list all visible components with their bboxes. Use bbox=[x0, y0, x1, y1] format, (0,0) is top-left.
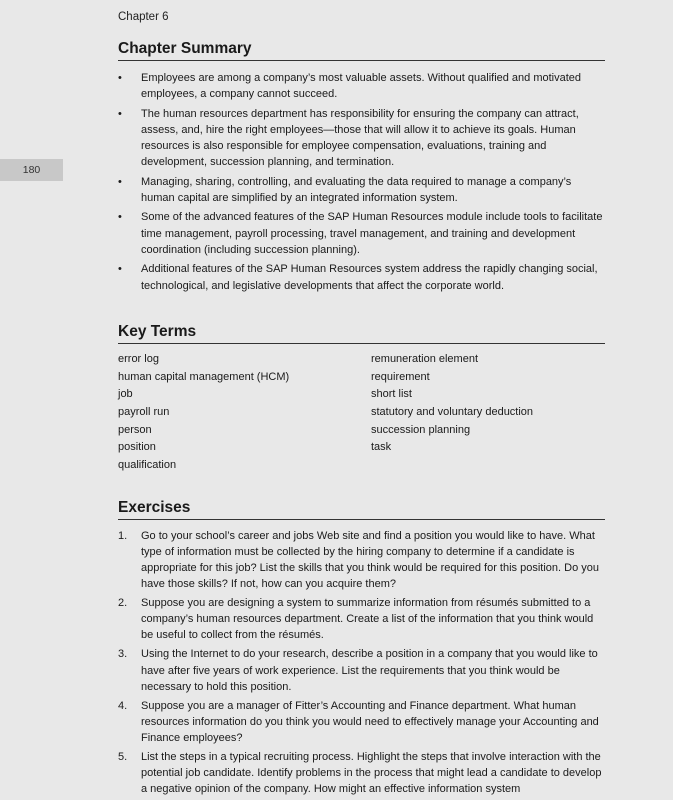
key-term: position bbox=[118, 441, 156, 454]
key-term: human capital management (HCM) bbox=[118, 370, 290, 383]
chapter-label: Chapter 6 bbox=[118, 11, 169, 23]
exercise-number: 5. bbox=[118, 751, 128, 763]
summary-item bbox=[118, 174, 605, 207]
summary-item bbox=[118, 106, 605, 171]
summary-item bbox=[118, 261, 605, 294]
summary-list bbox=[118, 70, 605, 294]
exercise-text: List the steps in a typical recruiting process. Highlight the steps that involve interaction with the potential job candidate. Identify problems in the process that might lead a candidate to develop a negative opinion of the company. How might an effective information system bbox=[141, 751, 602, 796]
exercises-section bbox=[118, 499, 605, 798]
exercise-item bbox=[118, 749, 605, 797]
page-content bbox=[118, 40, 605, 800]
exercise-text: Suppose you are designing a system to summarize information from résumés submitted to a company’s human resources department. Create a list of the information that you think would be useful to collect from the résumés. bbox=[141, 597, 594, 642]
bullet-icon: • bbox=[118, 263, 122, 276]
page-number: 180 bbox=[22, 164, 41, 176]
exercise-item bbox=[118, 698, 605, 746]
summary-item-text: Employees are among a company’s most valuable assets. Without qualified and motivated employees, a company cannot succeed. bbox=[141, 72, 582, 101]
exercise-number: 2. bbox=[118, 597, 128, 610]
page-number-tab bbox=[0, 159, 63, 181]
exercise-item bbox=[118, 595, 605, 643]
exercise-number: 1. bbox=[118, 529, 128, 542]
exercise-item bbox=[118, 646, 605, 694]
exercise-text: Using the Internet to do your research, describe a position in a company that you would like to have after five years of work experience. List the requirements that you think would be necessary to hold this position. bbox=[141, 648, 598, 693]
bullet-icon: • bbox=[118, 175, 122, 188]
key-terms-heading: Key Terms bbox=[118, 323, 605, 344]
chapter-summary-heading: Chapter Summary bbox=[118, 40, 605, 61]
key-terms-grid bbox=[118, 351, 605, 475]
exercises-heading: Exercises bbox=[118, 499, 605, 520]
chapter-summary-section bbox=[118, 40, 605, 294]
exercise-list bbox=[118, 528, 605, 798]
key-term: statutory and voluntary deduction bbox=[371, 405, 534, 418]
summary-item-text: Additional features of the SAP Human Resources system address the rapidly changing social, technological, and legislative developments that affect the corporate world. bbox=[141, 263, 598, 292]
summary-item-text: Some of the advanced features of the SAP Human Resources module include tools to facilitate time management, payroll processing, travel management, and training and development coordination (including succession planning). bbox=[141, 211, 603, 256]
bullet-icon: • bbox=[118, 107, 122, 120]
exercise-number: 4. bbox=[118, 699, 128, 712]
summary-item-text: The human resources department has responsibility for ensuring the company can attract, assess, and, hire the right employees—those that will allow it to achieve its goals. Human resources is also responsible for employee compensation, evaluations, training and development, succession planning, and termination. bbox=[141, 107, 579, 169]
key-terms-left-column bbox=[118, 351, 371, 475]
key-term: succession planning bbox=[371, 423, 471, 436]
key-term: person bbox=[118, 423, 152, 436]
exercise-number: 3. bbox=[118, 648, 128, 661]
key-term: task bbox=[371, 441, 392, 454]
exercise-item bbox=[118, 528, 605, 592]
bullet-icon: • bbox=[118, 211, 122, 224]
key-term: payroll run bbox=[118, 405, 170, 418]
key-terms-section bbox=[118, 323, 605, 475]
key-term: qualification bbox=[118, 459, 177, 472]
key-term: job bbox=[118, 388, 133, 401]
key-term: short list bbox=[371, 388, 412, 401]
bullet-icon: • bbox=[118, 72, 122, 84]
summary-item bbox=[118, 70, 605, 103]
key-term: remuneration element bbox=[371, 352, 479, 365]
exercise-text: Suppose you are a manager of Fitter’s Accounting and Finance department. What human resources information do you think you would need to effectively manage your Accounting and Finance employees? bbox=[141, 699, 599, 744]
summary-item-text: Managing, sharing, controlling, and evaluating the data required to manage a company’s human capital are simplified by an integrated information system. bbox=[141, 175, 572, 205]
key-term: error log bbox=[118, 352, 159, 365]
key-terms-right-column bbox=[371, 351, 605, 475]
summary-item bbox=[118, 209, 605, 258]
exercise-text: Go to your school’s career and jobs Web site and find a position you would like to have. What type of information must be collected by the hiring company to determine if a candidate is appropriate for this job? List the skills that you think would be required for this position. Do you have those skills? If not, how can you acquire them? bbox=[141, 529, 599, 591]
key-term: requirement bbox=[371, 370, 430, 383]
